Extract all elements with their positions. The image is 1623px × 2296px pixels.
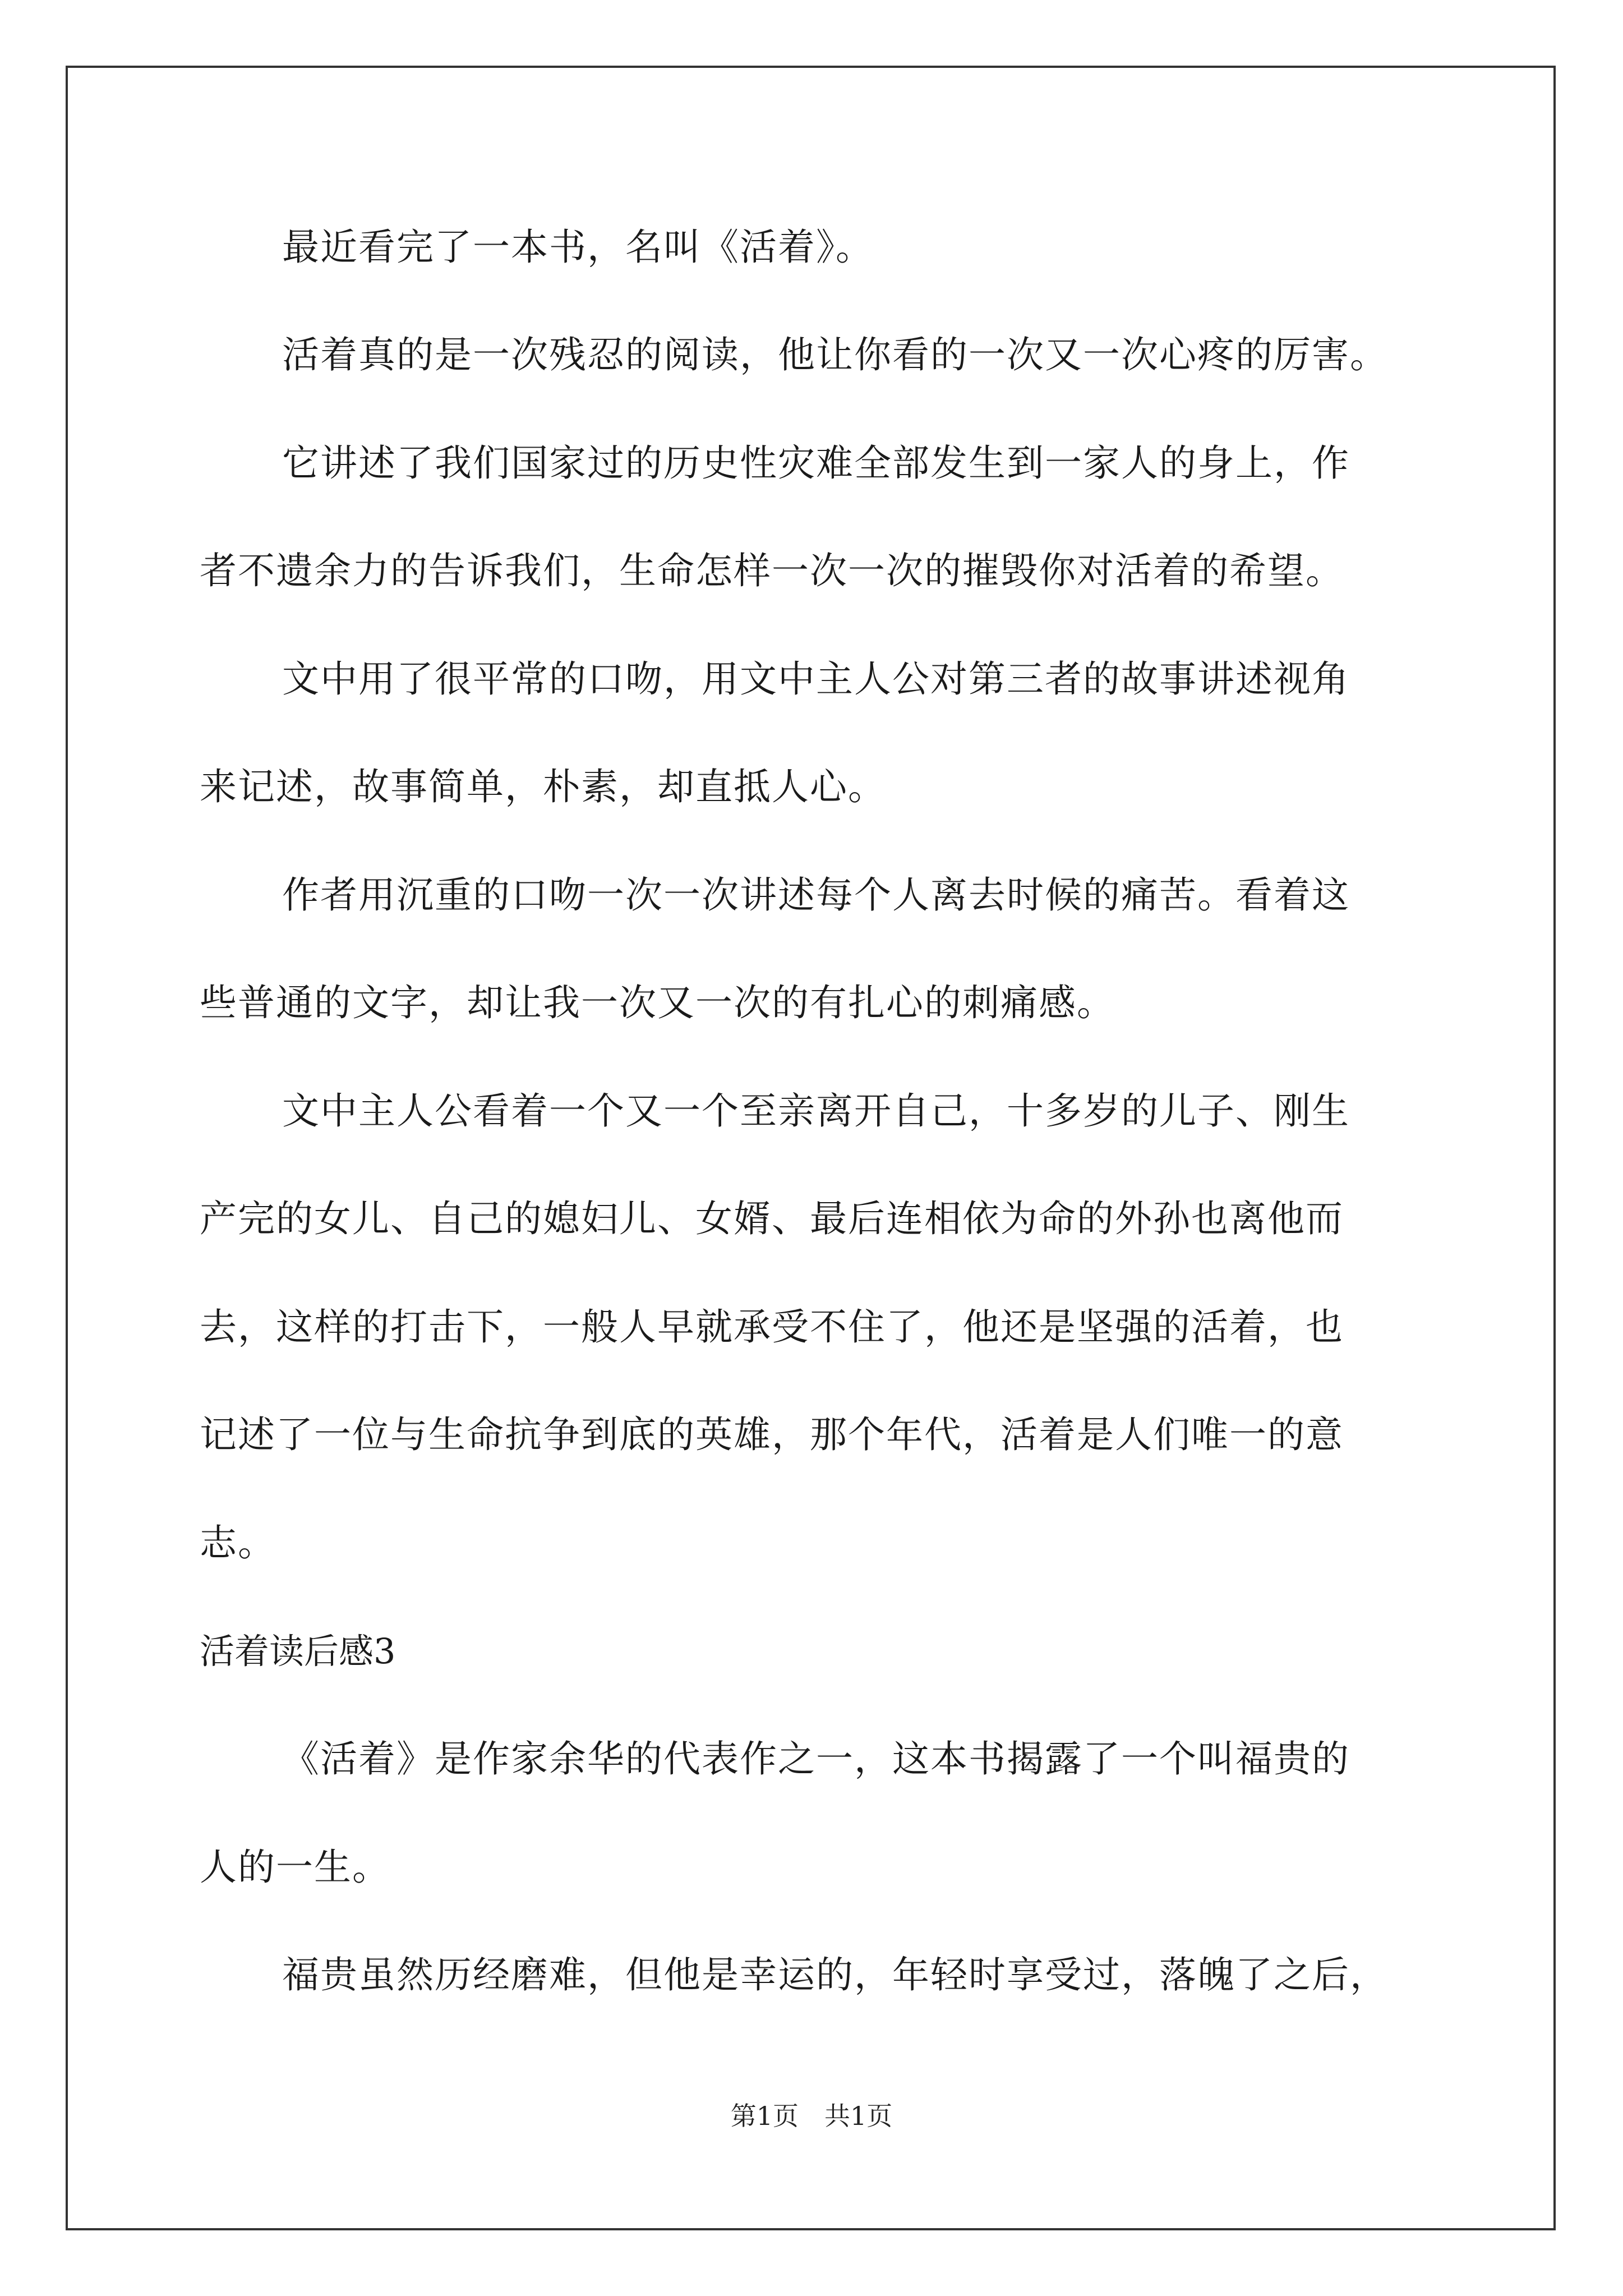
paragraph-1-line-1: 最近看完了一本书，名叫《活着》。 xyxy=(282,226,874,269)
paragraph-6-line-5: 志。 xyxy=(200,1521,276,1565)
paragraph-7-line-2: 人的一生。 xyxy=(200,1846,390,1889)
paragraph-4-line-2: 来记述，故事简单，朴素，却直抵人心。 xyxy=(200,765,886,808)
paragraph-7-line-1: 《活着》是作家余华的代表作之一，这本书揭露了一个叫福贵的 xyxy=(282,1737,1350,1780)
paragraph-6-line-4: 记述了一位与生命抗争到底的英雄，那个年代，活着是人们唯一的意 xyxy=(200,1413,1344,1456)
page-footer: 第1页 共1页 xyxy=(730,2101,893,2131)
paragraph-4-line-1: 文中用了很平常的口吻，用文中主人公对第三者的故事讲述视角 xyxy=(282,657,1350,701)
section-heading: 活着读后感3 xyxy=(200,1631,396,1672)
paragraph-3-line-2: 者不遗余力的告诉我们，生命怎样一次一次的摧毁你对活着的希望。 xyxy=(200,549,1344,592)
paragraph-2-line-1: 活着真的是一次残忍的阅读，他让你看的一次又一次心疼的厉害。 xyxy=(282,333,1388,376)
paragraph-6-line-3: 去，这样的打击下，一般人早就承受不住了，他还是坚强的活着，也 xyxy=(200,1305,1344,1349)
paragraph-3-line-1: 它讲述了我们国家过的历史性灾难全部发生到一家人的身上，作 xyxy=(282,441,1350,485)
paragraph-6-line-2: 产完的女儿、自己的媳妇儿、女婿、最后连相依为命的外孙也离他而 xyxy=(200,1197,1344,1240)
paragraph-8-line-1: 福贵虽然历经磨难，但他是幸运的，年轻时享受过，落魄了之后， xyxy=(282,1953,1388,1996)
paragraph-5-line-2: 些普通的文字，却让我一次又一次的有扎心的刺痛感。 xyxy=(200,981,1115,1024)
page-border xyxy=(66,66,1556,2230)
paragraph-6-line-1: 文中主人公看着一个又一个至亲离开自己，十多岁的儿子、刚生 xyxy=(282,1089,1350,1133)
paragraph-5-line-1: 作者用沉重的口吻一次一次讲述每个人离去时候的痛苦。看着这 xyxy=(282,873,1350,917)
